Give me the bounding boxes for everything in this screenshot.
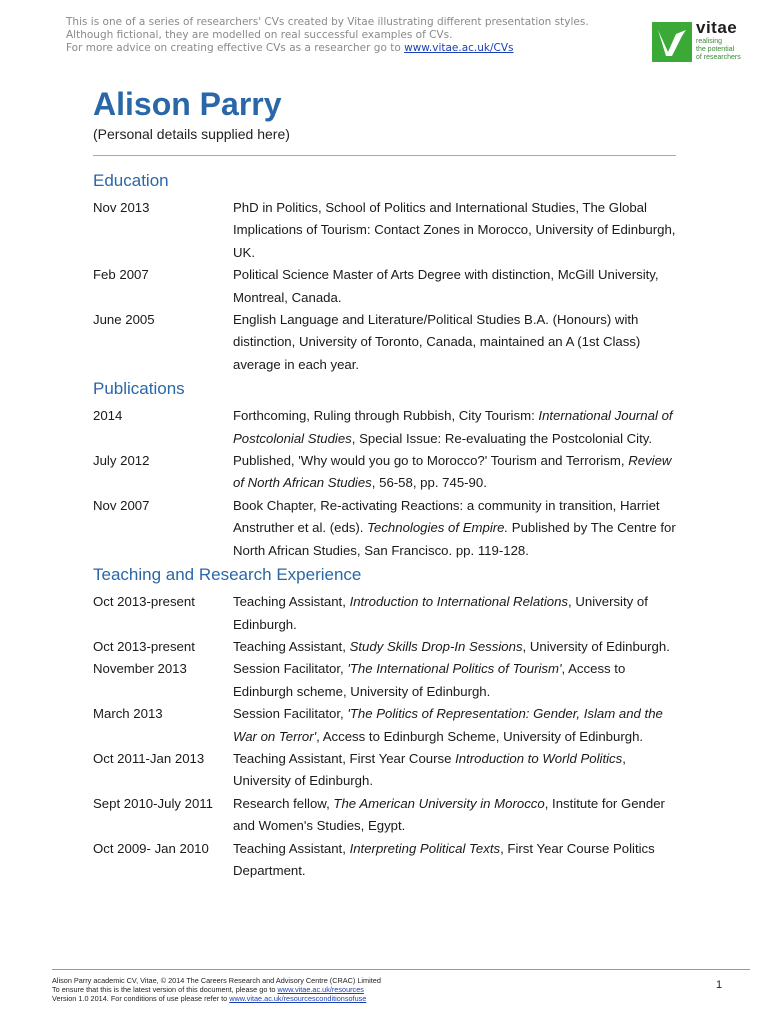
entry-description xyxy=(233,658,683,703)
footer-line-2-text: To ensure that this is the latest version of this document, please go to xyxy=(52,985,278,994)
header-note-line-3-text: For more advice on creating effective CVs as a researcher go to xyxy=(66,42,405,54)
personal-details: (Personal details supplied here) xyxy=(93,126,290,142)
logo-tagline-line-3: of researchers xyxy=(696,54,741,61)
footer-line-3 xyxy=(52,994,692,1003)
cv-entry xyxy=(93,838,683,883)
entry-italic-text: Interpreting Political Texts xyxy=(349,840,501,856)
footer-divider xyxy=(52,969,750,970)
entry-text: Published, 'Why would you go to Morocco?' Tourism and Terrorism, xyxy=(233,453,629,469)
cv-entry xyxy=(93,591,683,636)
entry-date: Oct 2009- Jan 2010 xyxy=(93,840,209,856)
entry-description xyxy=(233,450,683,495)
page-number: 1 xyxy=(716,979,723,991)
vitae-logo-mark-icon xyxy=(652,22,692,62)
entry-text: Teaching Assistant, First Year Course xyxy=(233,750,456,766)
cv-entry xyxy=(93,636,683,658)
entry-text: , First Year Course Politics Department. xyxy=(233,840,655,878)
entry-date: Feb 2007 xyxy=(93,267,149,283)
entry-description xyxy=(233,405,683,450)
footer-line-2 xyxy=(52,985,692,994)
entry-text: , Access to Edinburgh Scheme, University of Edinburgh. xyxy=(316,728,644,744)
entry-italic-text: Introduction to International Relations xyxy=(349,594,569,610)
header-note-line-3 xyxy=(66,42,646,55)
entry-text: Teaching Assistant, xyxy=(233,840,350,856)
entry-text: Book Chapter, Re-activating Reactions: a community in transition, Harriet Anstruther et al. (eds). xyxy=(233,497,660,536)
logo-brand: vitae xyxy=(696,18,738,37)
entry-date: Nov 2007 xyxy=(93,497,150,513)
header-note-line-1: This is one of a series of researchers' CVs created by Vitae illustrating different presentation styles. xyxy=(66,16,589,28)
entry-italic-text: 'The International Politics of Tourism' xyxy=(347,661,562,677)
header-divider xyxy=(93,155,676,156)
entry-text: Session Facilitator, xyxy=(233,661,348,677)
entry-italic-text: International Journal of Postcolonial Studies xyxy=(233,408,673,446)
entry-date: Oct 2013-present xyxy=(93,594,195,610)
entry-date: July 2012 xyxy=(93,453,150,469)
cv-entry xyxy=(93,748,683,793)
entry-text: , Special Issue: Re-evaluating the Postcolonial City. xyxy=(351,430,653,446)
entry-description xyxy=(233,703,683,748)
entry-text: Political Science Master of Arts Degree with distinction, McGill University, Montreal, Canada. xyxy=(233,267,659,305)
entry-text: , University of Edinburgh. xyxy=(522,638,670,654)
cv-entry xyxy=(93,309,683,376)
resources-link[interactable]: www.vitae.ac.uk/resources xyxy=(277,985,364,994)
entry-text: English Language and Literature/Political Studies B.A. (Honours) with distinction, University of Toronto, Canada, maintained an A (1st Class) average in each year. xyxy=(233,312,641,372)
entry-italic-text: Technologies of Empire. xyxy=(367,520,509,536)
logo-tagline xyxy=(696,38,741,62)
entry-text: Published by The Centre for North African Studies, San Francisco. pp. 119-128. xyxy=(233,520,676,558)
entry-text: , University of Edinburgh. xyxy=(233,594,648,632)
entry-date: Sept 2010-July 2011 xyxy=(93,795,213,811)
logo-tagline-line-2: the potential xyxy=(696,46,735,53)
page-footer xyxy=(52,976,692,1003)
entry-text: , Institute for Gender and Women's Studies, Egypt. xyxy=(233,795,665,834)
cv-content xyxy=(93,168,683,882)
entry-description xyxy=(233,838,683,883)
entry-italic-text: The American University in Morocco xyxy=(333,795,545,811)
entry-text: Teaching Assistant, xyxy=(233,594,350,610)
entry-italic-text: 'The Politics of Representation: Gender, Islam and the War on Terror' xyxy=(233,706,663,744)
section-title: Teaching and Research Experience xyxy=(93,565,362,585)
cv-entry xyxy=(93,495,683,562)
header-note xyxy=(66,16,646,55)
cv-entry xyxy=(93,793,683,838)
section-education xyxy=(93,168,683,376)
logo-tagline-line-1: realising xyxy=(696,38,723,45)
entry-date: November 2013 xyxy=(93,661,187,677)
section-title: Publications xyxy=(93,379,185,399)
entry-text: PhD in Politics, School of Politics and International Studies, The Global Implications of Tourism: Contact Zones in Morocco, University of Edinburgh, UK. xyxy=(233,200,676,260)
cv-entry xyxy=(93,703,683,748)
entry-description xyxy=(233,748,683,793)
entry-italic-text: Study Skills Drop-In Sessions xyxy=(349,638,523,654)
entry-description xyxy=(233,197,683,264)
entry-description xyxy=(233,636,683,658)
entry-description xyxy=(233,495,683,562)
entry-date: Oct 2011-Jan 2013 xyxy=(93,750,205,766)
cv-entry xyxy=(93,197,683,264)
cv-entry xyxy=(93,658,683,703)
section-title: Education xyxy=(93,171,169,190)
entry-date: 2014 xyxy=(93,408,123,424)
entry-date: Oct 2013-present xyxy=(93,638,195,654)
footer-line-1: Alison Parry academic CV, Vitae, © 2014 The Careers Research and Advisory Centre (CRAC) Limited xyxy=(52,976,381,985)
entry-date: June 2005 xyxy=(93,312,155,328)
vitae-cvs-link[interactable]: www.vitae.ac.uk/CVs xyxy=(404,42,514,54)
entry-text: , 56-58, pp. 745-90. xyxy=(371,475,487,491)
cv-entry xyxy=(93,450,683,495)
footer-line-3-text: Version 1.0 2014. For conditions of use please refer to xyxy=(52,994,230,1003)
section-publications xyxy=(93,376,683,562)
header-note-line-2: Although fictional, they are modelled on real successful examples of CVs. xyxy=(66,29,453,41)
entry-italic-text: Review of North African Studies xyxy=(233,453,672,491)
entry-description xyxy=(233,591,683,636)
cv-entry xyxy=(93,405,683,450)
entry-text: Session Facilitator, xyxy=(233,706,348,722)
entry-text: Research fellow, xyxy=(233,795,334,811)
vitae-logo xyxy=(652,18,752,64)
cv-entry xyxy=(93,264,683,309)
entry-text: , Access to Edinburgh scheme, University of Edinburgh. xyxy=(233,661,626,699)
entry-date: March 2013 xyxy=(93,706,163,722)
entry-text: Teaching Assistant, xyxy=(233,638,350,654)
entry-date: Nov 2013 xyxy=(93,200,150,215)
entry-description xyxy=(233,793,683,838)
entry-text: Forthcoming, Ruling through Rubbish, City Tourism: xyxy=(233,408,539,424)
entry-description xyxy=(233,264,683,309)
section-teaching-and-research-experience xyxy=(93,562,683,882)
entry-italic-text: Introduction to World Politics xyxy=(455,750,623,766)
conditions-of-use-link[interactable]: www.vitae.ac.uk/resourcesconditionsofuse xyxy=(229,994,367,1003)
entry-text: , University of Edinburgh. xyxy=(233,750,626,789)
entry-description xyxy=(233,309,683,376)
cv-name: Alison Parry xyxy=(93,86,282,122)
